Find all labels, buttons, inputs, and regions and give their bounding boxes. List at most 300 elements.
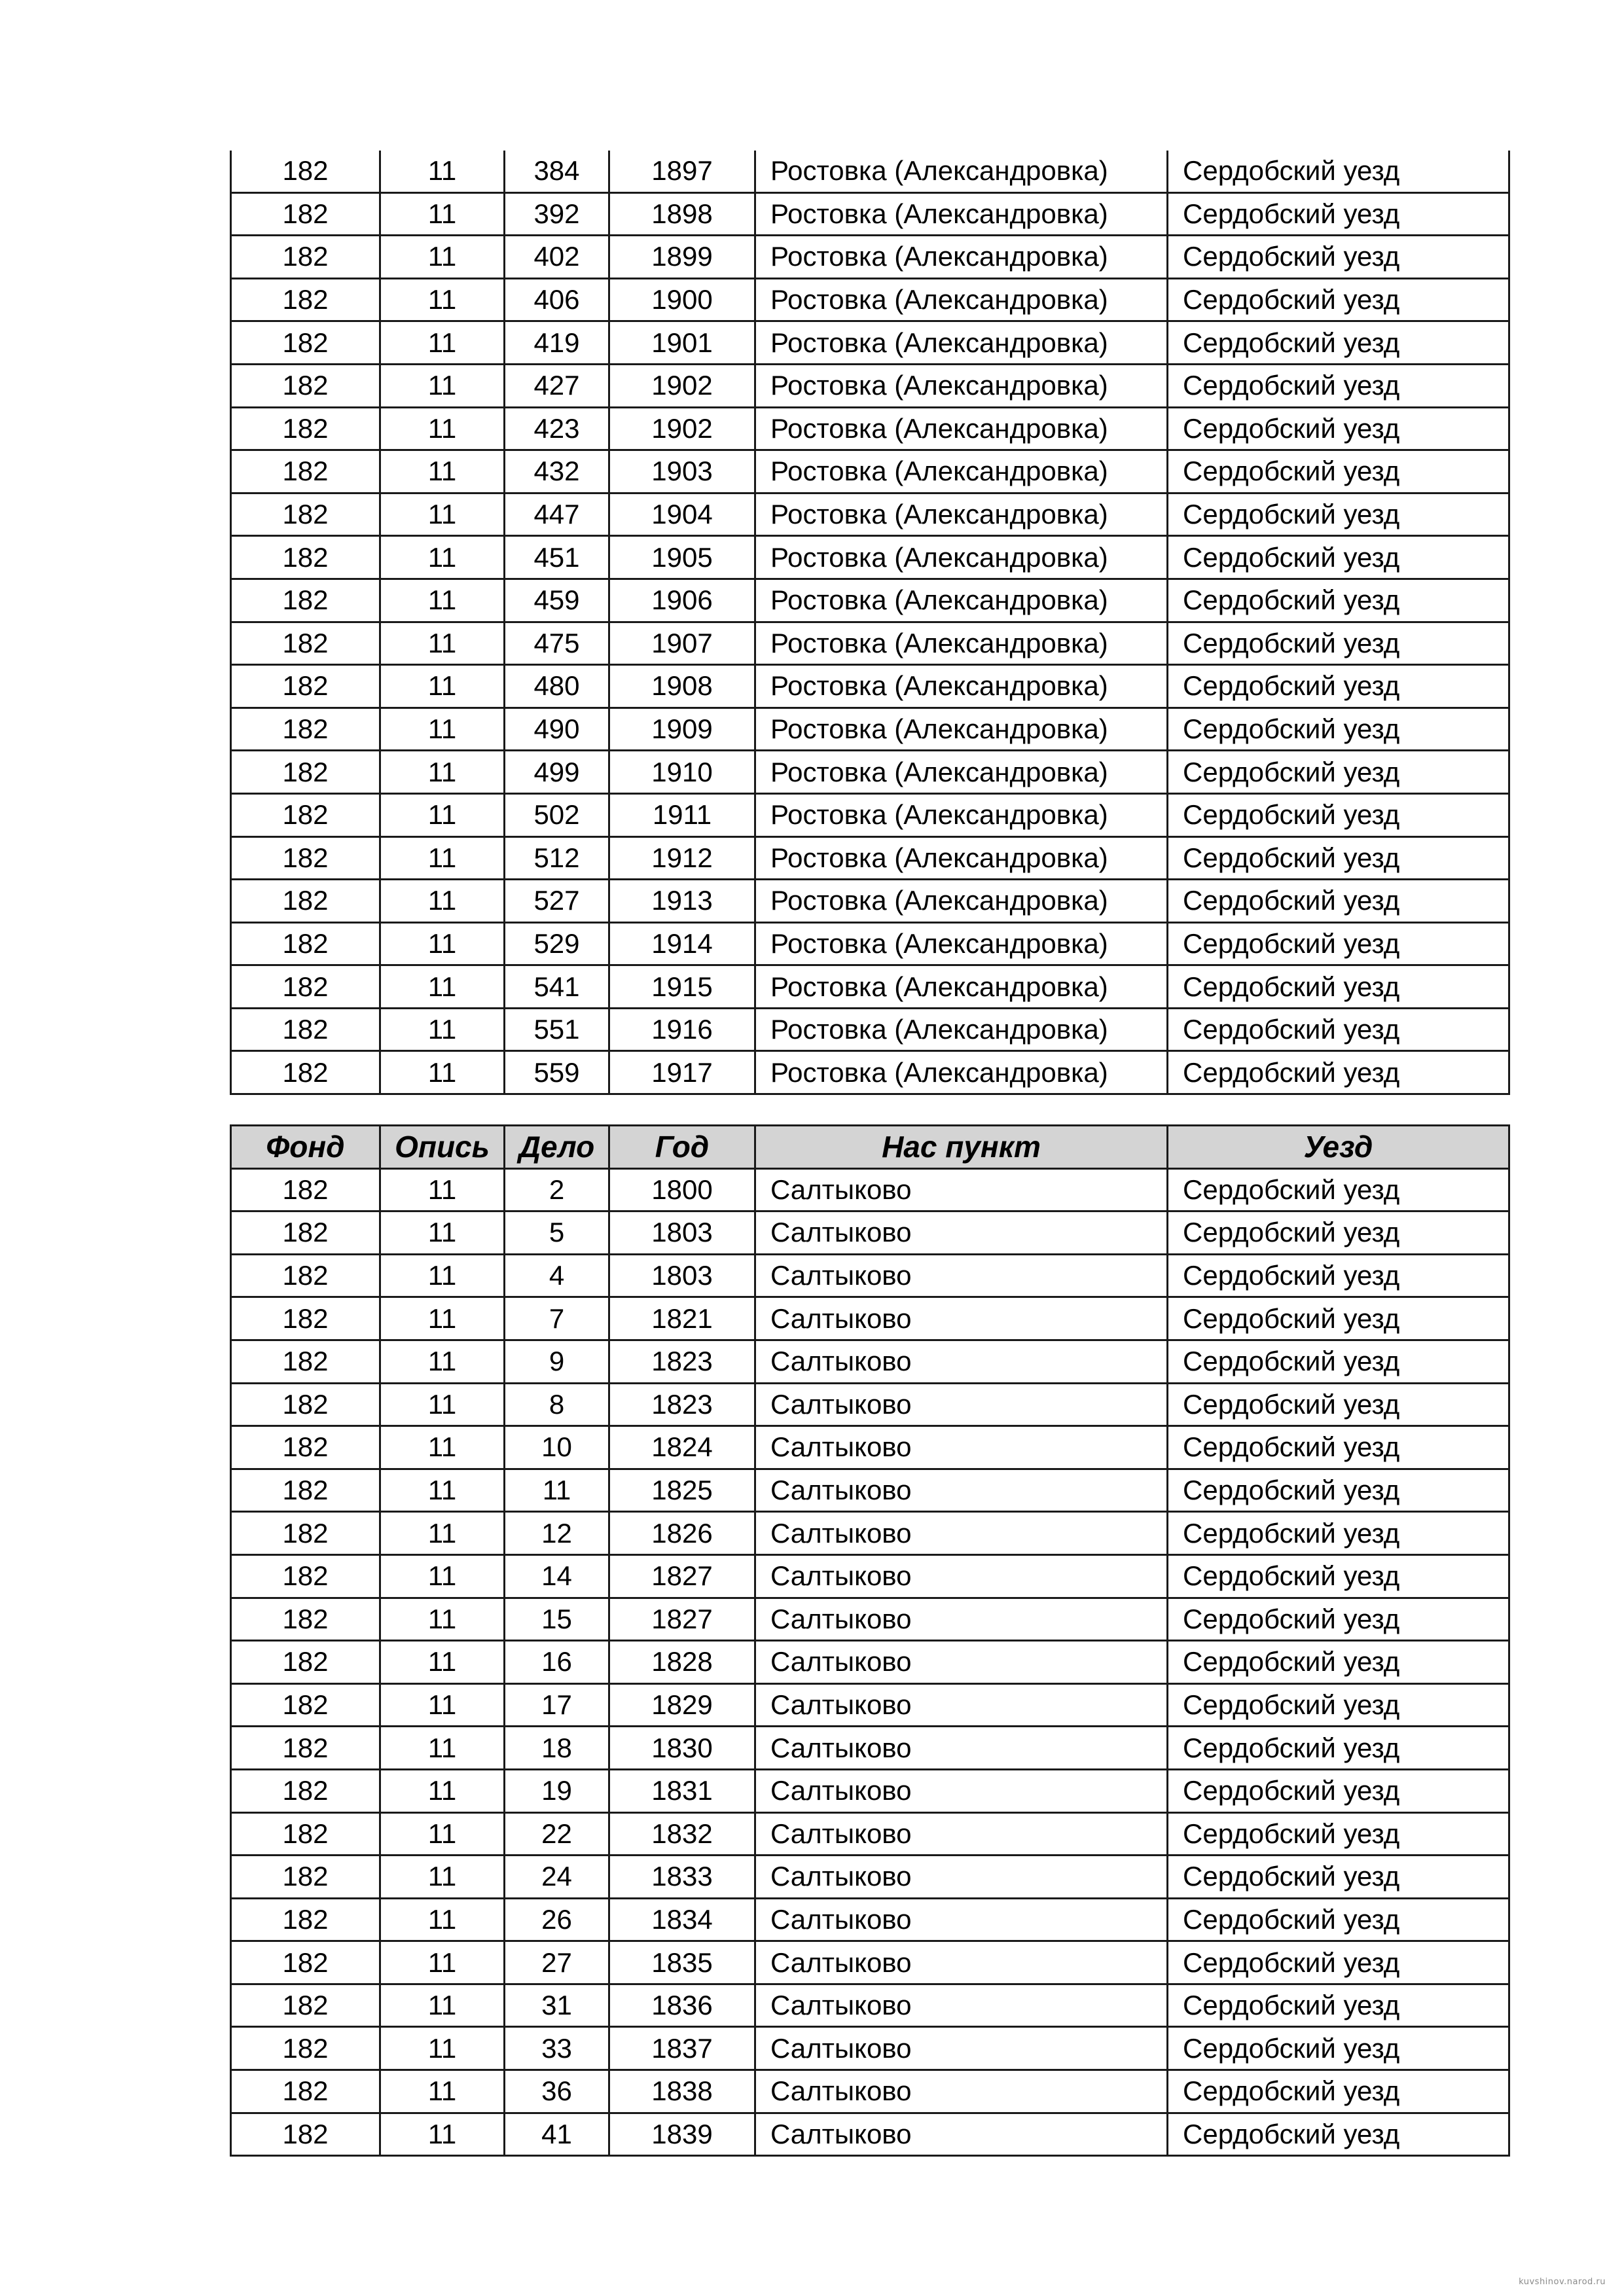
cell-delo: 419 (505, 321, 609, 365)
cell-god: 1903 (609, 450, 755, 493)
cell-place: Ростовка (Александровка) (755, 450, 1168, 493)
cell-uezd: Сердобский уезд (1168, 151, 1509, 192)
cell-opis: 11 (380, 1984, 505, 2027)
cell-fond: 182 (231, 1683, 380, 1727)
cell-fond: 182 (231, 2070, 380, 2113)
cell-uezd: Сердобский уезд (1168, 2113, 1509, 2156)
table-row (231, 1512, 1509, 1555)
table-row (231, 1769, 1509, 1812)
cell-fond: 182 (231, 1426, 380, 1469)
archive-table-saltykovo (230, 1124, 1510, 2157)
cell-fond: 182 (231, 151, 380, 192)
cell-fond: 182 (231, 536, 380, 579)
cell-god: 1909 (609, 708, 755, 751)
cell-god: 1898 (609, 192, 755, 236)
table-row (231, 450, 1509, 493)
cell-uezd: Сердобский уезд (1168, 1512, 1509, 1555)
cell-place: Салтыково (755, 1469, 1168, 1512)
cell-god: 1830 (609, 1727, 755, 1770)
cell-fond: 182 (231, 1856, 380, 1899)
cell-place: Салтыково (755, 1683, 1168, 1727)
cell-fond: 182 (231, 364, 380, 407)
cell-uezd: Сердобский уезд (1168, 1426, 1509, 1469)
cell-opis: 11 (380, 1211, 505, 1255)
cell-fond: 182 (231, 236, 380, 279)
cell-delo: 14 (505, 1554, 609, 1598)
cell-god: 1914 (609, 922, 755, 965)
cell-place: Салтыково (755, 1168, 1168, 1211)
cell-fond: 182 (231, 2113, 380, 2156)
cell-delo: 33 (505, 2027, 609, 2070)
cell-uezd: Сердобский уезд (1168, 192, 1509, 236)
cell-god: 1906 (609, 579, 755, 622)
cell-opis: 11 (380, 1856, 505, 1899)
table-row (231, 236, 1509, 279)
cell-place: Салтыково (755, 2070, 1168, 2113)
table-row (231, 536, 1509, 579)
cell-fond: 182 (231, 1769, 380, 1812)
cell-uezd: Сердобский уезд (1168, 836, 1509, 880)
table-row (231, 278, 1509, 321)
cell-place: Ростовка (Александровка) (755, 151, 1168, 192)
cell-uezd: Сердобский уезд (1168, 579, 1509, 622)
cell-fond: 182 (231, 321, 380, 365)
cell-fond: 182 (231, 1512, 380, 1555)
cell-god: 1905 (609, 536, 755, 579)
cell-delo: 551 (505, 1008, 609, 1051)
cell-fond: 182 (231, 579, 380, 622)
table-row (231, 2113, 1509, 2156)
cell-uezd: Сердобский уезд (1168, 1340, 1509, 1383)
cell-god: 1911 (609, 793, 755, 836)
cell-fond: 182 (231, 1598, 380, 1641)
header-row (231, 1126, 1509, 1169)
cell-opis: 11 (380, 880, 505, 923)
cell-place: Ростовка (Александровка) (755, 407, 1168, 450)
cell-place: Ростовка (Александровка) (755, 536, 1168, 579)
table-row (231, 2070, 1509, 2113)
cell-opis: 11 (380, 321, 505, 365)
cell-fond: 182 (231, 1211, 380, 1255)
column-header-fond: Фонд (231, 1126, 380, 1169)
cell-place: Ростовка (Александровка) (755, 622, 1168, 665)
cell-place: Салтыково (755, 1812, 1168, 1856)
cell-delo: 541 (505, 965, 609, 1009)
cell-place: Ростовка (Александровка) (755, 708, 1168, 751)
cell-uezd: Сердобский уезд (1168, 236, 1509, 279)
cell-delo: 41 (505, 2113, 609, 2156)
table-row (231, 1254, 1509, 1297)
table-row (231, 1812, 1509, 1856)
cell-place: Ростовка (Александровка) (755, 793, 1168, 836)
table-row (231, 708, 1509, 751)
cell-delo: 451 (505, 536, 609, 579)
cell-place: Ростовка (Александровка) (755, 321, 1168, 365)
cell-uezd: Сердобский уезд (1168, 922, 1509, 965)
cell-god: 1900 (609, 278, 755, 321)
table-row (231, 407, 1509, 450)
cell-opis: 11 (380, 622, 505, 665)
cell-place: Ростовка (Александровка) (755, 1008, 1168, 1051)
cell-place: Салтыково (755, 1769, 1168, 1812)
cell-delo: 18 (505, 1727, 609, 1770)
archive-table-rostovka (230, 151, 1510, 1095)
table-row (231, 192, 1509, 236)
column-header-uezd: Уезд (1168, 1126, 1509, 1169)
cell-uezd: Сердобский уезд (1168, 1168, 1509, 1211)
cell-god: 1904 (609, 493, 755, 536)
cell-uezd: Сердобский уезд (1168, 665, 1509, 708)
cell-uezd: Сердобский уезд (1168, 1898, 1509, 1941)
cell-uezd: Сердобский уезд (1168, 1051, 1509, 1094)
table-row (231, 1984, 1509, 2027)
cell-delo: 17 (505, 1683, 609, 1727)
cell-god: 1823 (609, 1340, 755, 1383)
cell-uezd: Сердобский уезд (1168, 2070, 1509, 2113)
cell-place: Салтыково (755, 1856, 1168, 1899)
cell-opis: 11 (380, 1512, 505, 1555)
cell-place: Салтыково (755, 1984, 1168, 2027)
cell-god: 1917 (609, 1051, 755, 1094)
cell-god: 1826 (609, 1512, 755, 1555)
cell-uezd: Сердобский уезд (1168, 880, 1509, 923)
table-row (231, 1727, 1509, 1770)
cell-opis: 11 (380, 278, 505, 321)
cell-opis: 11 (380, 1683, 505, 1727)
cell-delo: 406 (505, 278, 609, 321)
cell-uezd: Сердобский уезд (1168, 1469, 1509, 1512)
table-body (231, 151, 1509, 1094)
cell-opis: 11 (380, 1641, 505, 1684)
table-row (231, 1211, 1509, 1255)
cell-place: Ростовка (Александровка) (755, 965, 1168, 1009)
cell-fond: 182 (231, 1051, 380, 1094)
cell-opis: 11 (380, 1168, 505, 1211)
cell-place: Ростовка (Александровка) (755, 192, 1168, 236)
column-header-opis: Опись (380, 1126, 505, 1169)
cell-god: 1833 (609, 1856, 755, 1899)
cell-opis: 11 (380, 407, 505, 450)
cell-fond: 182 (231, 1168, 380, 1211)
cell-fond: 182 (231, 1340, 380, 1383)
cell-fond: 182 (231, 751, 380, 794)
cell-fond: 182 (231, 965, 380, 1009)
cell-god: 1834 (609, 1898, 755, 1941)
cell-opis: 11 (380, 450, 505, 493)
cell-place: Ростовка (Александровка) (755, 278, 1168, 321)
cell-place: Салтыково (755, 1512, 1168, 1555)
table-row (231, 1856, 1509, 1899)
cell-god: 1837 (609, 2027, 755, 2070)
cell-uezd: Сердобский уезд (1168, 1856, 1509, 1899)
cell-fond: 182 (231, 1727, 380, 1770)
cell-uezd: Сердобский уезд (1168, 1254, 1509, 1297)
table-row (231, 579, 1509, 622)
cell-fond: 182 (231, 1254, 380, 1297)
cell-uezd: Сердобский уезд (1168, 1641, 1509, 1684)
cell-uezd: Сердобский уезд (1168, 1554, 1509, 1598)
cell-fond: 182 (231, 665, 380, 708)
watermark: kuvshinov.narod.ru (1519, 2277, 1606, 2287)
cell-place: Ростовка (Александровка) (755, 493, 1168, 536)
cell-place: Ростовка (Александровка) (755, 751, 1168, 794)
table-row (231, 493, 1509, 536)
cell-delo: 384 (505, 151, 609, 192)
table-row (231, 1554, 1509, 1598)
table-row (231, 665, 1509, 708)
cell-god: 1825 (609, 1469, 755, 1512)
cell-god: 1839 (609, 2113, 755, 2156)
table-row (231, 364, 1509, 407)
cell-opis: 11 (380, 1898, 505, 1941)
cell-fond: 182 (231, 493, 380, 536)
cell-uezd: Сердобский уезд (1168, 1297, 1509, 1340)
cell-god: 1823 (609, 1383, 755, 1426)
table-row (231, 1008, 1509, 1051)
cell-god: 1831 (609, 1769, 755, 1812)
cell-god: 1824 (609, 1426, 755, 1469)
cell-uezd: Сердобский уезд (1168, 751, 1509, 794)
cell-delo: 402 (505, 236, 609, 279)
cell-delo: 447 (505, 493, 609, 536)
cell-fond: 182 (231, 1984, 380, 2027)
cell-god: 1912 (609, 836, 755, 880)
cell-delo: 2 (505, 1168, 609, 1211)
cell-opis: 11 (380, 1769, 505, 1812)
table-row (231, 836, 1509, 880)
cell-opis: 11 (380, 965, 505, 1009)
table-row (231, 1340, 1509, 1383)
table-row (231, 151, 1509, 192)
cell-place: Салтыково (755, 1340, 1168, 1383)
cell-fond: 182 (231, 1812, 380, 1856)
table-row (231, 1941, 1509, 1984)
table-row (231, 1598, 1509, 1641)
cell-fond: 182 (231, 1469, 380, 1512)
cell-uezd: Сердобский уезд (1168, 1769, 1509, 1812)
cell-place: Салтыково (755, 1941, 1168, 1984)
cell-opis: 11 (380, 1812, 505, 1856)
cell-god: 1838 (609, 2070, 755, 2113)
cell-opis: 11 (380, 751, 505, 794)
cell-opis: 11 (380, 192, 505, 236)
cell-delo: 475 (505, 622, 609, 665)
cell-opis: 11 (380, 536, 505, 579)
cell-uezd: Сердобский уезд (1168, 1683, 1509, 1727)
cell-delo: 15 (505, 1598, 609, 1641)
cell-delo: 24 (505, 1856, 609, 1899)
cell-fond: 182 (231, 407, 380, 450)
cell-opis: 11 (380, 1051, 505, 1094)
cell-opis: 11 (380, 493, 505, 536)
cell-place: Салтыково (755, 1554, 1168, 1598)
cell-uezd: Сердобский уезд (1168, 450, 1509, 493)
cell-god: 1916 (609, 1008, 755, 1051)
cell-fond: 182 (231, 1641, 380, 1684)
cell-uezd: Сердобский уезд (1168, 493, 1509, 536)
cell-opis: 11 (380, 1469, 505, 1512)
cell-uezd: Сердобский уезд (1168, 708, 1509, 751)
column-header-place: Нас пункт (755, 1126, 1168, 1169)
cell-fond: 182 (231, 1898, 380, 1941)
cell-god: 1907 (609, 622, 755, 665)
cell-god: 1902 (609, 407, 755, 450)
cell-opis: 11 (380, 151, 505, 192)
cell-delo: 512 (505, 836, 609, 880)
cell-opis: 11 (380, 2070, 505, 2113)
cell-opis: 11 (380, 1254, 505, 1297)
table-row (231, 1383, 1509, 1426)
cell-delo: 12 (505, 1512, 609, 1555)
cell-delo: 502 (505, 793, 609, 836)
cell-delo: 459 (505, 579, 609, 622)
cell-god: 1836 (609, 1984, 755, 2027)
cell-fond: 182 (231, 450, 380, 493)
cell-god: 1899 (609, 236, 755, 279)
cell-fond: 182 (231, 192, 380, 236)
cell-fond: 182 (231, 1297, 380, 1340)
cell-fond: 182 (231, 708, 380, 751)
table-row (231, 751, 1509, 794)
cell-fond: 182 (231, 922, 380, 965)
cell-god: 1800 (609, 1168, 755, 1211)
cell-god: 1910 (609, 751, 755, 794)
table-row (231, 922, 1509, 965)
cell-god: 1835 (609, 1941, 755, 1984)
cell-place: Салтыково (755, 1598, 1168, 1641)
cell-delo: 11 (505, 1469, 609, 1512)
cell-god: 1915 (609, 965, 755, 1009)
cell-uezd: Сердобский уезд (1168, 278, 1509, 321)
cell-opis: 11 (380, 922, 505, 965)
table-row (231, 1051, 1509, 1094)
cell-delo: 26 (505, 1898, 609, 1941)
cell-uezd: Сердобский уезд (1168, 2027, 1509, 2070)
cell-fond: 182 (231, 880, 380, 923)
table-row (231, 1426, 1509, 1469)
cell-place: Ростовка (Александровка) (755, 922, 1168, 965)
cell-place: Салтыково (755, 1898, 1168, 1941)
cell-place: Салтыково (755, 1383, 1168, 1426)
cell-delo: 22 (505, 1812, 609, 1856)
cell-opis: 11 (380, 236, 505, 279)
cell-god: 1828 (609, 1641, 755, 1684)
cell-god: 1908 (609, 665, 755, 708)
cell-place: Салтыково (755, 1426, 1168, 1469)
cell-uezd: Сердобский уезд (1168, 1211, 1509, 1255)
cell-god: 1913 (609, 880, 755, 923)
cell-fond: 182 (231, 1008, 380, 1051)
cell-delo: 423 (505, 407, 609, 450)
cell-delo: 19 (505, 1769, 609, 1812)
table-row (231, 1168, 1509, 1211)
cell-opis: 11 (380, 1340, 505, 1383)
cell-place: Ростовка (Александровка) (755, 579, 1168, 622)
cell-god: 1821 (609, 1297, 755, 1340)
cell-god: 1901 (609, 321, 755, 365)
cell-delo: 10 (505, 1426, 609, 1469)
cell-fond: 182 (231, 278, 380, 321)
cell-god: 1803 (609, 1211, 755, 1255)
cell-uezd: Сердобский уезд (1168, 1008, 1509, 1051)
cell-place: Салтыково (755, 2027, 1168, 2070)
column-header-delo: Дело (505, 1126, 609, 1169)
cell-delo: 7 (505, 1297, 609, 1340)
cell-opis: 11 (380, 2113, 505, 2156)
cell-opis: 11 (380, 1727, 505, 1770)
table-row (231, 793, 1509, 836)
cell-place: Салтыково (755, 2113, 1168, 2156)
table-row (231, 2027, 1509, 2070)
cell-place: Ростовка (Александровка) (755, 665, 1168, 708)
cell-opis: 11 (380, 2027, 505, 2070)
cell-fond: 182 (231, 793, 380, 836)
cell-fond: 182 (231, 622, 380, 665)
cell-delo: 4 (505, 1254, 609, 1297)
cell-place: Ростовка (Александровка) (755, 1051, 1168, 1094)
cell-opis: 11 (380, 579, 505, 622)
cell-delo: 16 (505, 1641, 609, 1684)
cell-fond: 182 (231, 836, 380, 880)
cell-opis: 11 (380, 665, 505, 708)
cell-delo: 5 (505, 1211, 609, 1255)
cell-delo: 527 (505, 880, 609, 923)
table-row (231, 1469, 1509, 1512)
cell-opis: 11 (380, 1598, 505, 1641)
cell-opis: 11 (380, 836, 505, 880)
cell-delo: 427 (505, 364, 609, 407)
cell-place: Салтыково (755, 1211, 1168, 1255)
cell-place: Ростовка (Александровка) (755, 880, 1168, 923)
cell-place: Ростовка (Александровка) (755, 836, 1168, 880)
cell-god: 1902 (609, 364, 755, 407)
cell-god: 1832 (609, 1812, 755, 1856)
table-row (231, 880, 1509, 923)
cell-uezd: Сердобский уезд (1168, 965, 1509, 1009)
cell-place: Салтыково (755, 1641, 1168, 1684)
cell-delo: 8 (505, 1383, 609, 1426)
cell-place: Ростовка (Александровка) (755, 236, 1168, 279)
cell-opis: 11 (380, 1941, 505, 1984)
cell-delo: 392 (505, 192, 609, 236)
cell-fond: 182 (231, 1383, 380, 1426)
cell-opis: 11 (380, 1297, 505, 1340)
table-body (231, 1168, 1509, 2156)
cell-uezd: Сердобский уезд (1168, 364, 1509, 407)
cell-opis: 11 (380, 1008, 505, 1051)
cell-uezd: Сердобский уезд (1168, 1598, 1509, 1641)
table-row (231, 1641, 1509, 1684)
table-row (231, 1898, 1509, 1941)
cell-delo: 432 (505, 450, 609, 493)
cell-delo: 480 (505, 665, 609, 708)
cell-god: 1827 (609, 1554, 755, 1598)
cell-opis: 11 (380, 1554, 505, 1598)
cell-delo: 499 (505, 751, 609, 794)
cell-uezd: Сердобский уезд (1168, 1383, 1509, 1426)
cell-god: 1897 (609, 151, 755, 192)
cell-fond: 182 (231, 2027, 380, 2070)
cell-god: 1827 (609, 1598, 755, 1641)
cell-uezd: Сердобский уезд (1168, 536, 1509, 579)
cell-place: Салтыково (755, 1727, 1168, 1770)
cell-uezd: Сердобский уезд (1168, 1812, 1509, 1856)
cell-opis: 11 (380, 364, 505, 407)
table-header (231, 1126, 1509, 1169)
table-row (231, 622, 1509, 665)
cell-fond: 182 (231, 1941, 380, 1984)
cell-uezd: Сердобский уезд (1168, 622, 1509, 665)
